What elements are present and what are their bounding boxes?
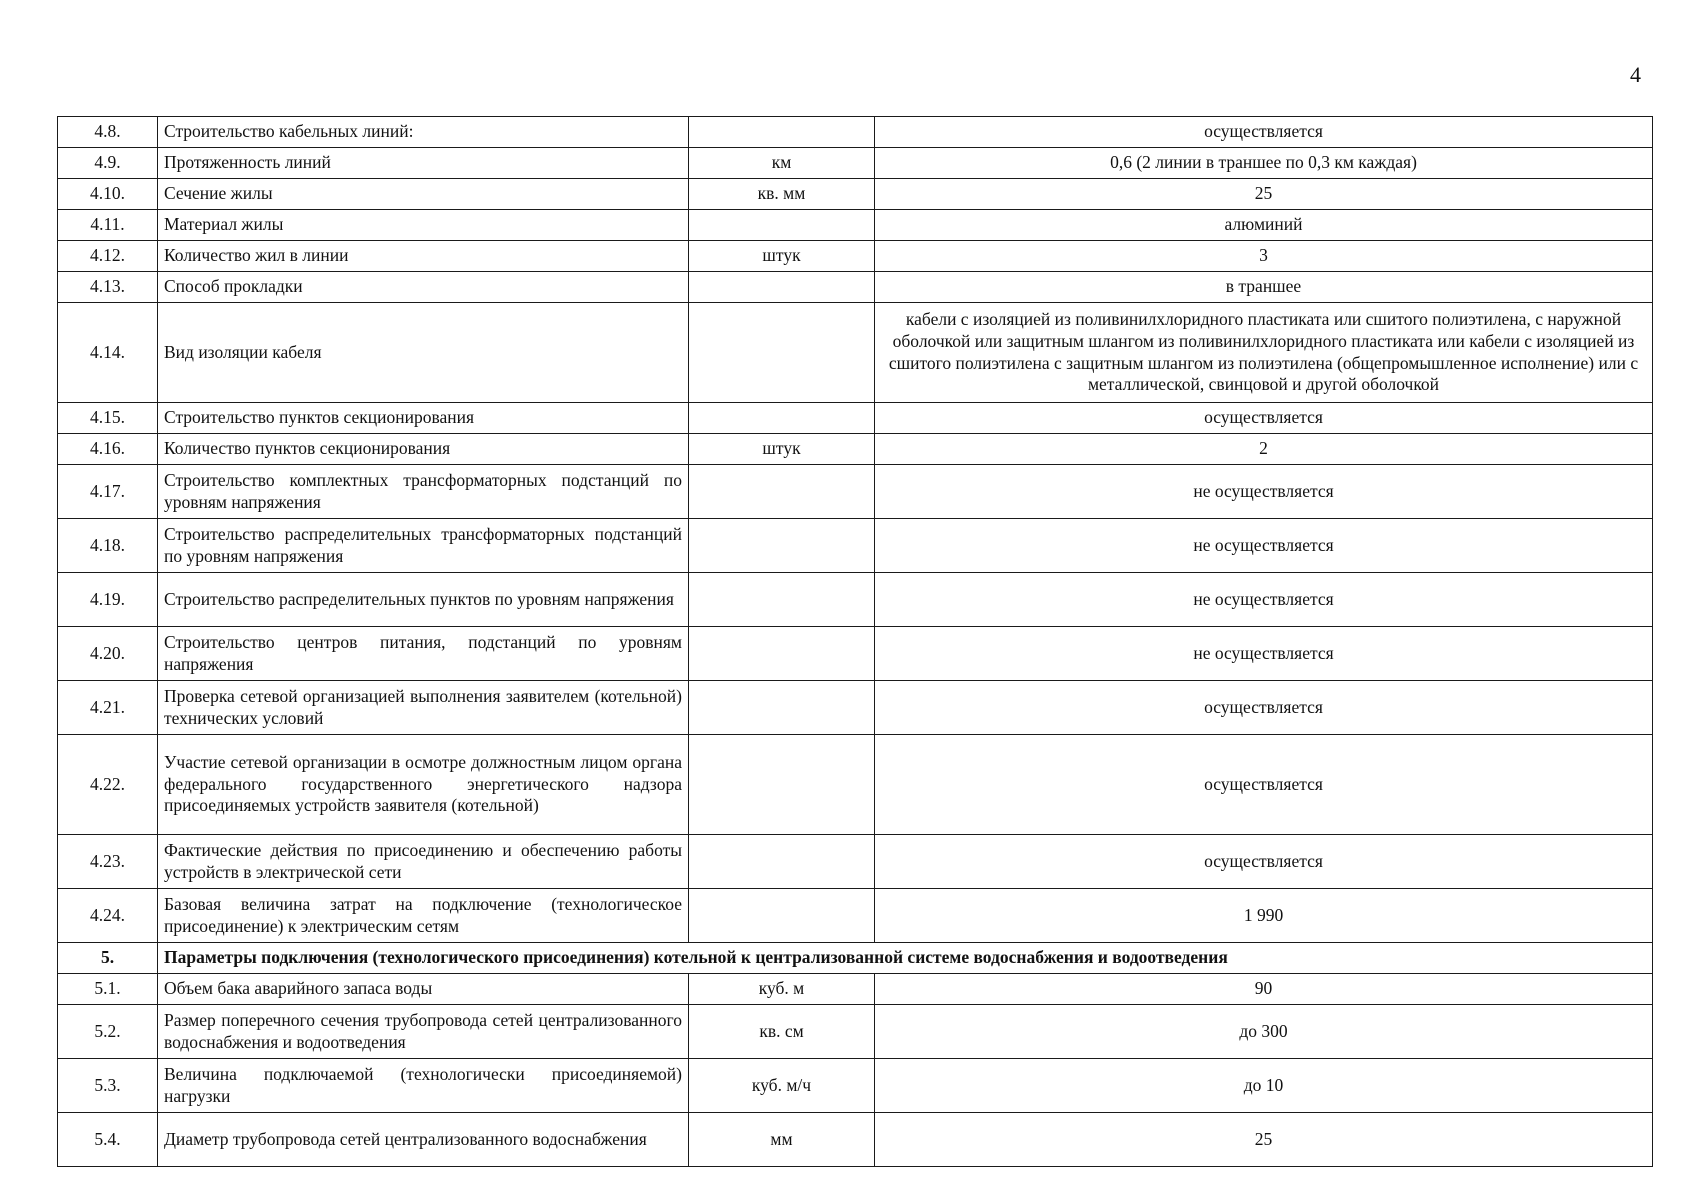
row-value: до 300 — [875, 1005, 1653, 1059]
row-value: не осуществляется — [875, 465, 1653, 519]
row-parameter: Строительство комплектных трансформаторных подстанций по уровням напряжения — [158, 465, 689, 519]
row-unit — [689, 403, 875, 434]
table-row — [58, 1113, 1653, 1167]
row-unit — [689, 465, 875, 519]
row-unit: штук — [689, 434, 875, 465]
row-parameter: Проверка сетевой организацией выполнения заявителем (котельной) технических условий — [158, 681, 689, 735]
table-row — [58, 1059, 1653, 1113]
row-number: 5.3. — [58, 1059, 158, 1113]
row-number: 4.23. — [58, 835, 158, 889]
row-unit: кв. см — [689, 1005, 875, 1059]
row-number: 4.16. — [58, 434, 158, 465]
row-parameter: Размер поперечного сечения трубопровода сетей централизованного водоснабжения и водоотведения — [158, 1005, 689, 1059]
row-unit — [689, 303, 875, 403]
row-unit: куб. м/ч — [689, 1059, 875, 1113]
row-unit — [689, 627, 875, 681]
table-row — [58, 735, 1653, 835]
row-parameter: Фактические действия по присоединению и обеспечению работы устройств в электрической сети — [158, 835, 689, 889]
row-value: кабели с изоляцией из поливинилхлоридного пластиката или сшитого полиэтилена, с наружной оболочкой или защитным шлангом из поливинилхлоридного пластиката или кабели с изоляцией из сшитого полиэтилена с защитным шлангом из полиэтилена (общепромышленное исполнение) или с металлической, свинцовой и другой оболочкой — [875, 303, 1653, 403]
row-parameter: Строительство распределительных трансформаторных подстанций по уровням напряжения — [158, 519, 689, 573]
page-number: 4 — [1630, 62, 1641, 87]
row-parameter: Объем бака аварийного запаса воды — [158, 974, 689, 1005]
table-row — [58, 681, 1653, 735]
row-value: 2 — [875, 434, 1653, 465]
row-number: 5.4. — [58, 1113, 158, 1167]
row-value: осуществляется — [875, 835, 1653, 889]
row-number: 4.9. — [58, 148, 158, 179]
table-row — [58, 210, 1653, 241]
row-number: 4.11. — [58, 210, 158, 241]
row-number: 4.19. — [58, 573, 158, 627]
row-parameter: Строительство центров питания, подстанций по уровням напряжения — [158, 627, 689, 681]
table-row — [58, 519, 1653, 573]
section-title: Параметры подключения (технологического присоединения) котельной к централизованной системе водоснабжения и водоотведения — [158, 943, 1653, 974]
row-parameter: Способ прокладки — [158, 272, 689, 303]
row-unit — [689, 519, 875, 573]
row-value: 1 990 — [875, 889, 1653, 943]
table-row — [58, 179, 1653, 210]
row-unit: кв. мм — [689, 179, 875, 210]
row-parameter: Диаметр трубопровода сетей централизованного водоснабжения — [158, 1113, 689, 1167]
row-parameter: Протяженность линий — [158, 148, 689, 179]
row-number: 4.20. — [58, 627, 158, 681]
row-number: 4.14. — [58, 303, 158, 403]
row-parameter: Строительство кабельных линий: — [158, 117, 689, 148]
row-unit: км — [689, 148, 875, 179]
table-row — [58, 272, 1653, 303]
row-parameter: Количество жил в линии — [158, 241, 689, 272]
row-number: 4.18. — [58, 519, 158, 573]
row-parameter: Материал жилы — [158, 210, 689, 241]
row-value: осуществляется — [875, 735, 1653, 835]
row-unit — [689, 272, 875, 303]
row-number: 4.10. — [58, 179, 158, 210]
row-value: 25 — [875, 1113, 1653, 1167]
row-parameter: Строительство пунктов секционирования — [158, 403, 689, 434]
row-value: не осуществляется — [875, 573, 1653, 627]
row-parameter: Участие сетевой организации в осмотре должностным лицом органа федерального государственного энергетического надзора присоединяемых устройств заявителя (котельной) — [158, 735, 689, 835]
row-parameter: Базовая величина затрат на подключение (технологическое присоединение) к электрическим сетям — [158, 889, 689, 943]
table-row — [58, 403, 1653, 434]
row-unit — [689, 889, 875, 943]
row-value: алюминий — [875, 210, 1653, 241]
row-unit: мм — [689, 1113, 875, 1167]
row-number: 4.17. — [58, 465, 158, 519]
table-row — [58, 117, 1653, 148]
row-parameter: Сечение жилы — [158, 179, 689, 210]
row-parameter: Количество пунктов секционирования — [158, 434, 689, 465]
row-number: 4.22. — [58, 735, 158, 835]
table-row — [58, 573, 1653, 627]
row-unit — [689, 681, 875, 735]
table-row — [58, 434, 1653, 465]
table-row — [58, 1005, 1653, 1059]
row-value: 0,6 (2 линии в траншее по 0,3 км каждая) — [875, 148, 1653, 179]
row-parameter: Величина подключаемой (технологически присоединяемой) нагрузки — [158, 1059, 689, 1113]
row-value: 25 — [875, 179, 1653, 210]
row-unit — [689, 735, 875, 835]
table-row — [58, 465, 1653, 519]
row-number: 5.1. — [58, 974, 158, 1005]
row-number: 4.21. — [58, 681, 158, 735]
table-row — [58, 241, 1653, 272]
row-number: 4.24. — [58, 889, 158, 943]
row-value: 3 — [875, 241, 1653, 272]
row-unit — [689, 117, 875, 148]
table-row — [58, 627, 1653, 681]
table-row — [58, 303, 1653, 403]
section-number: 5. — [58, 943, 158, 974]
row-unit: куб. м — [689, 974, 875, 1005]
row-value: осуществляется — [875, 681, 1653, 735]
table-row — [58, 889, 1653, 943]
row-value: не осуществляется — [875, 519, 1653, 573]
row-number: 4.8. — [58, 117, 158, 148]
table-row — [58, 148, 1653, 179]
row-unit — [689, 573, 875, 627]
row-unit — [689, 210, 875, 241]
row-parameter: Строительство распределительных пунктов по уровням напряжения — [158, 573, 689, 627]
row-number: 4.12. — [58, 241, 158, 272]
row-unit: штук — [689, 241, 875, 272]
row-parameter: Вид изоляции кабеля — [158, 303, 689, 403]
row-value: осуществляется — [875, 117, 1653, 148]
parameters-table — [57, 116, 1653, 1167]
row-value: не осуществляется — [875, 627, 1653, 681]
row-value: до 10 — [875, 1059, 1653, 1113]
row-number: 4.13. — [58, 272, 158, 303]
row-value: 90 — [875, 974, 1653, 1005]
row-number: 4.15. — [58, 403, 158, 434]
table-row — [58, 974, 1653, 1005]
row-value: в траншее — [875, 272, 1653, 303]
row-number: 5.2. — [58, 1005, 158, 1059]
row-value: осуществляется — [875, 403, 1653, 434]
table-row — [58, 835, 1653, 889]
section-header-row — [58, 943, 1653, 974]
row-unit — [689, 835, 875, 889]
